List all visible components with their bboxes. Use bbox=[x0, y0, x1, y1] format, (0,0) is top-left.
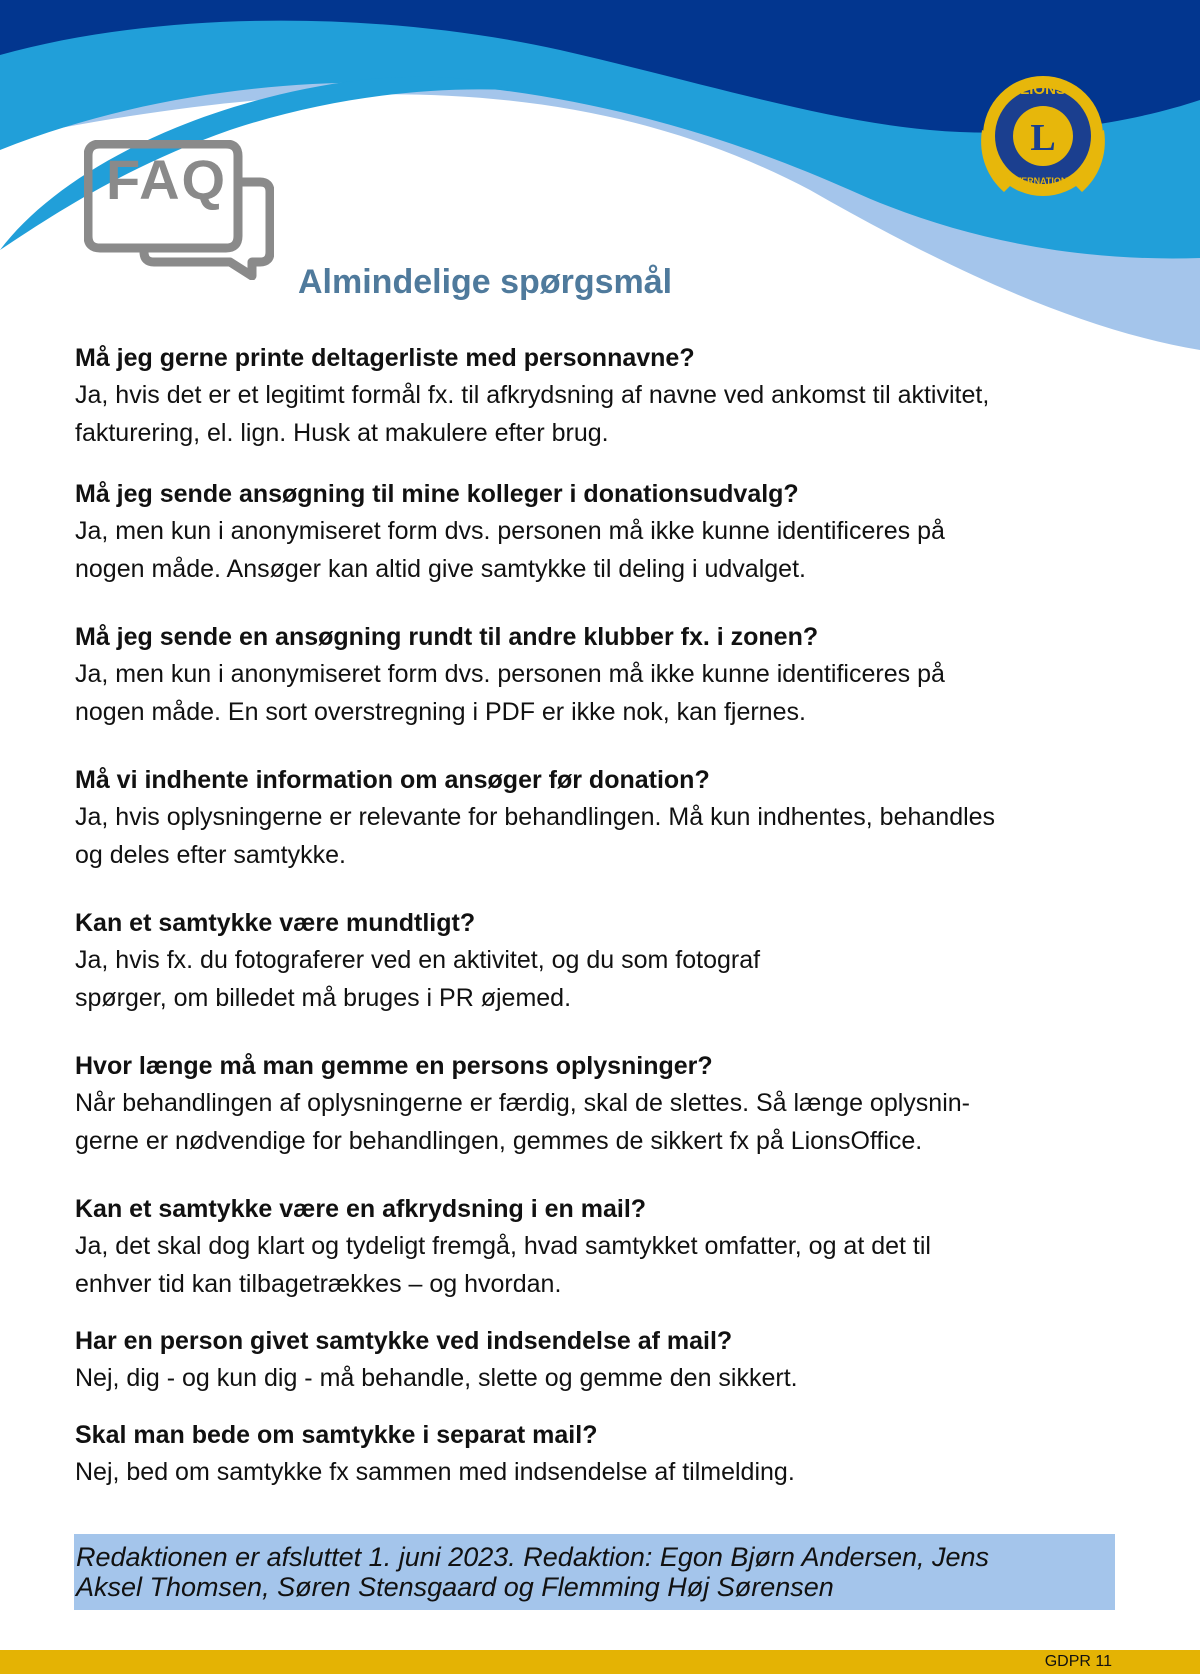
faq-answer bbox=[75, 655, 1120, 731]
faq-item bbox=[75, 1323, 1120, 1397]
footer-bar bbox=[0, 1650, 1200, 1674]
editorial-note bbox=[74, 1534, 1115, 1610]
faq-answer-line: nogen måde. En sort overstregning i PDF er ikke nok, kan fjernes. bbox=[75, 698, 806, 726]
faq-item bbox=[75, 1048, 1120, 1160]
faq-answer bbox=[75, 512, 1120, 588]
faq-question: Må jeg sende en ansøgning rundt til andre klubber fx. i zonen? bbox=[75, 623, 819, 651]
faq-answer-line: Ja, hvis det er et legitimt formål fx. til afkrydsning af navne ved ankomst til aktivitet, bbox=[75, 381, 990, 409]
faq-question: Må jeg gerne printe deltagerliste med personnavne? bbox=[75, 344, 695, 372]
faq-answer bbox=[75, 376, 1120, 452]
logo-top-text: LIONS bbox=[1020, 81, 1066, 98]
editorial-line: Aksel Thomsen, Søren Stensgaard og Flemming Høj Sørensen bbox=[76, 1572, 834, 1602]
faq-answer-line: Ja, hvis oplysningerne er relevante for behandlingen. Må kun indhentes, behandles bbox=[75, 803, 996, 831]
faq-question: Må jeg sende ansøgning til mine kolleger i donationsudvalg? bbox=[75, 480, 799, 508]
faq-question: Har en person givet samtykke ved indsendelse af mail? bbox=[75, 1327, 733, 1355]
logo-center-letter: L bbox=[1030, 117, 1056, 159]
faq-answer-line: fakturering, el. lign. Husk at makulere efter brug. bbox=[75, 419, 609, 447]
faq-question: Må vi indhente information om ansøger før donation? bbox=[75, 766, 710, 794]
faq-answer-line: Nej, dig - og kun dig - må behandle, slette og gemme den sikkert. bbox=[75, 1364, 798, 1392]
faq-question: Hvor længe må man gemme en persons oplysninger? bbox=[75, 1052, 713, 1080]
faq-answer bbox=[75, 941, 1120, 1017]
faq-answer-line: Ja, hvis fx. du fotograferer ved en aktivitet, og du som fotograf bbox=[75, 946, 761, 974]
faq-item bbox=[75, 1191, 1120, 1303]
faq-answer bbox=[75, 1359, 1120, 1397]
faq-answer bbox=[75, 1453, 1120, 1491]
faq-item bbox=[75, 1417, 1120, 1491]
faq-answer bbox=[75, 1084, 1120, 1160]
faq-item bbox=[75, 762, 1120, 874]
faq-answer-line: enhver tid kan tilbagetrækkes – og hvordan. bbox=[75, 1270, 562, 1298]
faq-item bbox=[75, 619, 1120, 731]
faq-question: Kan et samtykke være en afkrydsning i en mail? bbox=[75, 1195, 647, 1223]
faq-list bbox=[75, 340, 1120, 1491]
faq-answer-line: Ja, men kun i anonymiseret form dvs. personen må ikke kunne identificeres på bbox=[75, 660, 945, 688]
faq-answer-line: Når behandlingen af oplysningerne er færdig, skal de slettes. Så længe oplysnin- bbox=[75, 1089, 970, 1117]
faq-answer-line: gerne er nødvendige for behandlingen, gemmes de sikkert fx på LionsOffice. bbox=[75, 1127, 923, 1155]
faq-answer-line: spørger, om billedet må bruges i PR øjemed. bbox=[75, 984, 572, 1012]
lions-international-logo bbox=[978, 60, 1108, 212]
faq-item bbox=[75, 905, 1120, 1017]
editorial-line: Redaktionen er afsluttet 1. juni 2023. Redaktion: Egon Bjørn Andersen, Jens bbox=[76, 1542, 990, 1572]
faq-answer bbox=[75, 798, 1120, 874]
page-number: GDPR 11 bbox=[1044, 1653, 1112, 1670]
logo-bottom-text: INTERNATIONAL bbox=[1006, 176, 1080, 186]
page-title: Almindelige spørgsmål bbox=[298, 263, 673, 301]
faq-item bbox=[75, 340, 1120, 452]
faq-question: Skal man bede om samtykke i separat mail? bbox=[75, 1421, 598, 1449]
faq-answer-line: nogen måde. Ansøger kan altid give samtykke til deling i udvalget. bbox=[75, 555, 806, 583]
faq-answer-line: og deles efter samtykke. bbox=[75, 841, 346, 869]
faq-answer-line: Nej, bed om samtykke fx sammen med indsendelse af tilmelding. bbox=[75, 1458, 795, 1486]
faq-answer-line: Ja, men kun i anonymiseret form dvs. personen må ikke kunne identificeres på bbox=[75, 517, 945, 545]
faq-answer bbox=[75, 1227, 1120, 1303]
faq-question: Kan et samtykke være mundtligt? bbox=[75, 909, 476, 937]
faq-answer-line: Ja, det skal dog klart og tydeligt fremgå, hvad samtykket omfatter, og at det til bbox=[75, 1232, 931, 1260]
faq-item bbox=[75, 476, 1120, 588]
faq-icon-label: FAQ bbox=[106, 148, 228, 211]
